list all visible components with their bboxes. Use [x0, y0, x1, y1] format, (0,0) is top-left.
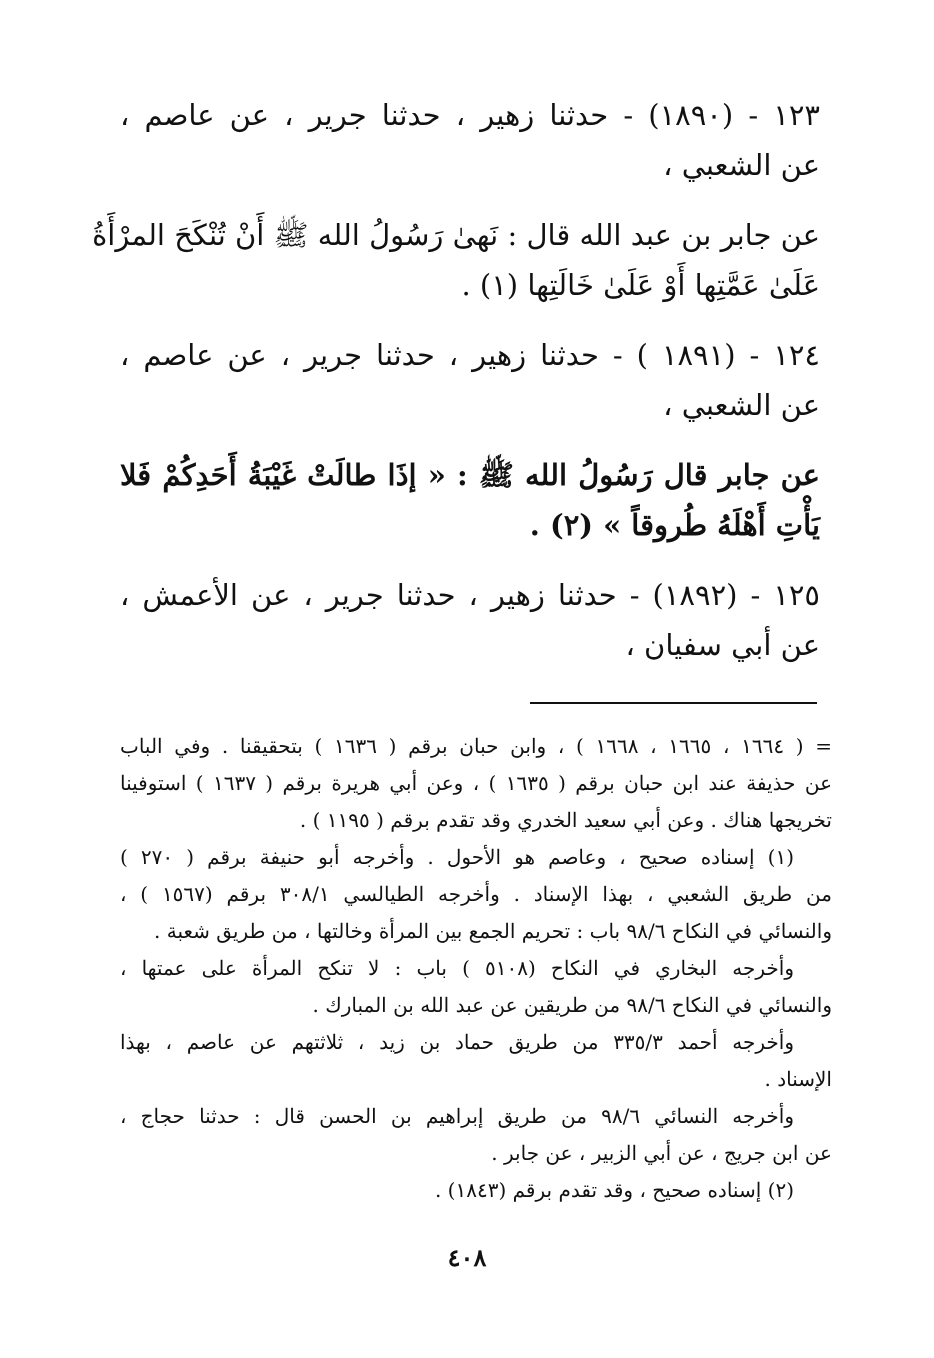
hadith-124-isnad-line: ١٢٤ - (١٨٩١ ) - حدثنا زهير ، حدثنا جرير ، عن عاصم ،	[120, 338, 820, 372]
hadith-124-isnad-continuation: عن الشعبي ،	[663, 388, 820, 422]
hadith-123-isnad-line: ١٢٣ - (١٨٩٠) - حدثنا زهير ، حدثنا جرير ، عن عاصم ،	[120, 98, 820, 132]
hadith-123-matn-continuation: عَلَىٰ عَمَّتِها أَوْ عَلَىٰ خَالَتِها (١) .	[461, 268, 820, 302]
main-text	[92, 90, 820, 670]
hadith-123-isnad-continuation: عن الشعبي ،	[663, 148, 820, 182]
footnote-2-line: (٢) إسناده صحيح ، وقد تقدم برقم (١٨٤٣) .	[434, 1178, 794, 1202]
footnote-1-line: (١) إسناده صحيح ، وعاصم هو الأحول . وأخرجه أبو حنيفة برقم ( ٢٧٠ )	[120, 845, 794, 869]
footnote-separator	[530, 702, 817, 704]
hadith-125-isnad-continuation: عن أبي سفيان ،	[625, 628, 820, 662]
page-number: ٤٠٨	[447, 1243, 487, 1272]
footnote-1-line: وأخرجه البخاري في النكاح (٥١٠٨ ) باب : لا تنكح المرأة على عمتها ،	[120, 956, 794, 980]
footnote-1-line: وأخرجه النسائي ٩٨/٦ من طريق إبراهيم بن الحسن قال : حدثنا حجاج ،	[120, 1104, 794, 1128]
footnote-1-line: والنسائي في النكاح ٩٨/٦ من طريقين عن عبد الله بن المبارك .	[312, 993, 832, 1017]
footnote-1-line: وأخرجه أحمد ٣٣٥/٣ من طريق حماد بن زيد ، ثلاثتهم عن عاصم ، بهذا	[120, 1030, 794, 1054]
footnote-line: تخريجها هناك . وعن أبي سعيد الخدري وقد تقدم برقم ( ١١٩٥ ) .	[299, 808, 832, 832]
footnotes	[120, 728, 832, 1209]
footnote-1-line: الإسناد .	[764, 1067, 832, 1091]
hadith-124-matn-line: عن جابر قال رَسُولُ الله ﷺ : « إذَا طالَتْ غَيْبَةُ أَحَدِكُمْ فَلا	[120, 458, 820, 492]
footnote-1-line: والنسائي في النكاح ٩٨/٦ باب : تحريم الجمع بين المرأة وخالتها ، من طريق شعبة .	[154, 919, 832, 943]
hadith-124-matn-continuation: يَأْتِ أَهْلَهُ طُروقاً » (٢) .	[529, 508, 820, 542]
hadith-125-isnad-line: ١٢٥ - (١٨٩٢) - حدثنا زهير ، حدثنا جرير ، عن الأعمش ،	[120, 578, 820, 612]
hadith-123-matn-line: عن جابر بن عبد الله قال : نَهىٰ رَسُولُ الله ﷺ أَنْ تُنْكَحَ المرْأَةُ	[92, 218, 820, 252]
footnote-1-line: من طريق الشعبي ، بهذا الإسناد . وأخرجه الطيالسي ٣٠٨/١ برقم (١٥٦٧ ) ،	[120, 882, 832, 906]
footnote-line: عن حذيفة عند ابن حبان برقم ( ١٦٣٥ ) ، وعن أبي هريرة برقم ( ١٦٣٧ ) استوفينا	[120, 771, 833, 795]
footnote-line: = ( ١٦٦٤ ، ١٦٦٥ ، ١٦٦٨ ) ، وابن حبان برقم ( ١٦٣٦ ) بتحقيقنا . وفي الباب	[120, 734, 832, 758]
footnote-1-line: عن ابن جريج ، عن أبي الزبير ، عن جابر .	[491, 1141, 832, 1165]
